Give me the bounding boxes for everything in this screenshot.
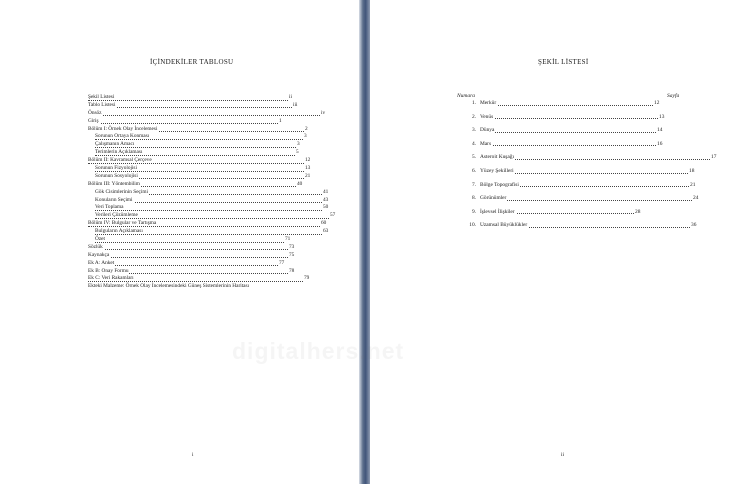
figure-entry xyxy=(458,100,694,114)
toc-entry-label: Terimlerin Açıklaması xyxy=(95,149,143,156)
toc-entry xyxy=(88,252,320,260)
toc-entry xyxy=(88,244,320,252)
toc-entry-page: 63 xyxy=(323,228,329,235)
page-number: ii xyxy=(561,452,565,458)
figure-page: 14 xyxy=(657,127,663,134)
figure-entry xyxy=(458,209,694,223)
toc-entry-label: Ek C: Veri Rakamları xyxy=(88,275,134,282)
toc-entry-page: iv xyxy=(321,109,326,116)
toc-entry-label: Sorunun Fizyolojisi xyxy=(95,165,137,172)
toc-entry xyxy=(88,236,320,244)
figure-label: Bölge Topografisi xyxy=(480,181,519,188)
figure-number: 5. xyxy=(471,154,476,161)
toc-entry-page: 12 xyxy=(305,157,311,164)
watermark: digitalhers.net xyxy=(232,338,405,364)
toc-leader-dots xyxy=(88,115,320,116)
toc-entry-page: iii xyxy=(293,101,298,108)
toc-entry-label: Şekil Listesi xyxy=(88,94,115,100)
toc-entry-label: Sorunun Sosyolojisi xyxy=(95,172,138,179)
figure-entry xyxy=(458,182,694,196)
figure-label: Dünya xyxy=(480,127,495,134)
toc-entry xyxy=(88,157,320,165)
toc-entry-page: 3 xyxy=(304,133,307,140)
toc-leader-dots xyxy=(88,107,292,108)
figure-number: 6. xyxy=(471,167,476,174)
toc-entry xyxy=(88,260,320,268)
toc-leader-dots xyxy=(95,139,303,140)
toc-entry xyxy=(88,188,329,197)
figure-number: 3. xyxy=(471,127,476,134)
toc-entry-label: Çalışmanın Amacı xyxy=(95,141,135,148)
toc-entry-label: Bölüm III: Yöntembilim xyxy=(88,180,140,187)
toc-leader-dots xyxy=(88,257,288,258)
toc-entry xyxy=(88,102,320,110)
figure-number: 1. xyxy=(471,100,476,106)
figure-list-title: ŞEKİL LİSTESİ xyxy=(538,58,589,66)
toc-entry-page: ii xyxy=(289,94,292,100)
toc-entry xyxy=(88,228,329,236)
toc-entry-label: Bölüm IV: Bulgular ve Tartışma xyxy=(88,220,157,227)
figure-entry xyxy=(458,141,694,155)
toc-entry-page: 79 xyxy=(304,275,310,282)
toc-entry-page: 1 xyxy=(279,117,282,124)
figure-page: 36 xyxy=(691,222,697,229)
figure-number: 4. xyxy=(471,140,476,147)
figure-page: 13 xyxy=(659,113,665,120)
toc-entry-label: Sözlük xyxy=(88,243,103,250)
figure-label: Merkür xyxy=(480,100,497,106)
toc-entry-page: 43 xyxy=(323,196,329,203)
toc-leader-dots xyxy=(95,210,322,211)
figure-number: 9. xyxy=(471,208,476,215)
toc-entry-label: Verileri Çözümleme xyxy=(95,212,138,219)
page-gutter xyxy=(359,0,370,484)
toc-leader-dots xyxy=(95,242,284,243)
toc-entry-label: Konuların Seçimi xyxy=(95,196,133,203)
toc-entry-label: Ekteki Malzeme: Örnek Olay İncelemesindeki Güneş Sistemlerinin Haritası xyxy=(88,283,250,290)
figure-label: Uzamsal Büyüklükler xyxy=(480,222,528,229)
figure-page-column-label: Sayfa xyxy=(667,93,680,99)
toc-entry xyxy=(88,149,320,157)
document-page-right xyxy=(370,0,730,484)
toc-entry-label: Tablo Listesi xyxy=(88,101,116,108)
figure-label: Asteroit Kuşağı xyxy=(480,154,514,161)
toc-entry xyxy=(88,165,320,173)
toc-entry-page: 73 xyxy=(289,243,295,250)
toc-entry xyxy=(88,109,326,118)
toc-title: İÇİNDEKİLER TABLOSU xyxy=(150,58,234,66)
toc-entry-page: 41 xyxy=(323,188,329,195)
toc-entry xyxy=(88,181,320,189)
toc-entry-page: 13 xyxy=(305,165,311,172)
figure-page: 28 xyxy=(635,208,641,215)
figure-entry xyxy=(458,114,694,128)
figure-entry xyxy=(458,195,699,209)
toc-entry-label: Giriş xyxy=(88,117,99,124)
figure-page: 16 xyxy=(657,140,663,147)
toc-entry xyxy=(88,283,320,291)
toc-entry-page: 60 xyxy=(321,220,327,227)
figure-page: 17 xyxy=(711,154,717,161)
document-page-left xyxy=(0,0,359,484)
toc-entry-label: Özet xyxy=(95,236,105,243)
figure-page: 21 xyxy=(690,181,696,188)
toc-entry-label: Kaynakça xyxy=(88,251,110,258)
figure-entry xyxy=(458,127,694,141)
figure-entry xyxy=(458,168,694,182)
toc-entry-page: 40 xyxy=(297,180,303,187)
toc-entry xyxy=(88,118,320,126)
figure-leader-dots xyxy=(480,105,653,106)
toc-leader-dots xyxy=(88,265,278,266)
toc-entry-page: 50 xyxy=(323,204,329,211)
toc-entry-label: Bölüm I: Örnek Olay İncelemesi xyxy=(88,125,158,132)
toc-entry-label: Sorunun Ortaya Konması xyxy=(95,133,150,140)
toc-leader-dots xyxy=(95,218,329,219)
toc-entry-page: 71 xyxy=(285,236,291,243)
toc-entry xyxy=(88,220,327,228)
toc-entry-page: 77 xyxy=(279,259,285,266)
figure-number: 7. xyxy=(471,181,476,188)
figure-list xyxy=(458,100,717,236)
figure-entry xyxy=(458,154,717,168)
toc-entry-label: Veri Toplama xyxy=(95,204,124,211)
toc-entry-label: Gök Cisimlerinin Seçimi xyxy=(95,188,148,195)
figure-page: 18 xyxy=(689,167,695,174)
figure-number: 10. xyxy=(469,222,476,229)
toc-entry-label: Bulguların Açıklaması xyxy=(95,228,143,235)
figure-leader-dots xyxy=(480,145,656,146)
figure-page: 12 xyxy=(654,100,660,106)
figure-label: Mars xyxy=(480,140,492,147)
toc-entry-page: 57 xyxy=(330,212,336,219)
toc-entry-page: 75 xyxy=(289,251,295,258)
figure-number: 2. xyxy=(471,113,476,120)
toc-entry-page: 3 xyxy=(297,141,300,148)
toc-leader-dots xyxy=(88,100,288,101)
figure-leader-dots xyxy=(480,132,656,133)
toc-entry-label: Bölüm II: Kavramsal Çerçeve xyxy=(88,157,152,164)
toc-leader-dots xyxy=(88,281,303,282)
figure-leader-dots xyxy=(480,200,692,201)
toc-entry-page: 78 xyxy=(289,267,295,274)
figure-page: 24 xyxy=(693,195,699,202)
figure-number-column-label: Numara xyxy=(457,93,476,99)
figure-leader-dots xyxy=(480,118,658,119)
toc-leader-dots xyxy=(88,249,288,250)
figure-label: Venüs xyxy=(480,113,494,120)
figure-number: 8. xyxy=(471,195,476,202)
toc-entry xyxy=(88,94,320,102)
toc-leader-dots xyxy=(88,123,278,124)
toc-entry-page: 5 xyxy=(296,149,299,156)
toc-entry-page: 2 xyxy=(305,125,308,132)
toc-entry-label: Ek A: Anket xyxy=(88,259,115,266)
figure-entry xyxy=(458,222,697,236)
figure-label: İşlevsel İlişkiler xyxy=(480,208,515,215)
toc-entry-label: Önsöz xyxy=(88,109,102,116)
toc-entry xyxy=(88,173,320,181)
figure-label: Yüzey Şekilleri xyxy=(480,167,514,174)
toc-entry-page: 21 xyxy=(305,172,311,179)
toc-list xyxy=(88,94,336,291)
figure-label: Görünümler xyxy=(480,195,507,202)
toc-entry-label: Ek B: Onay Formu xyxy=(88,267,129,274)
page-number: i xyxy=(192,452,194,458)
